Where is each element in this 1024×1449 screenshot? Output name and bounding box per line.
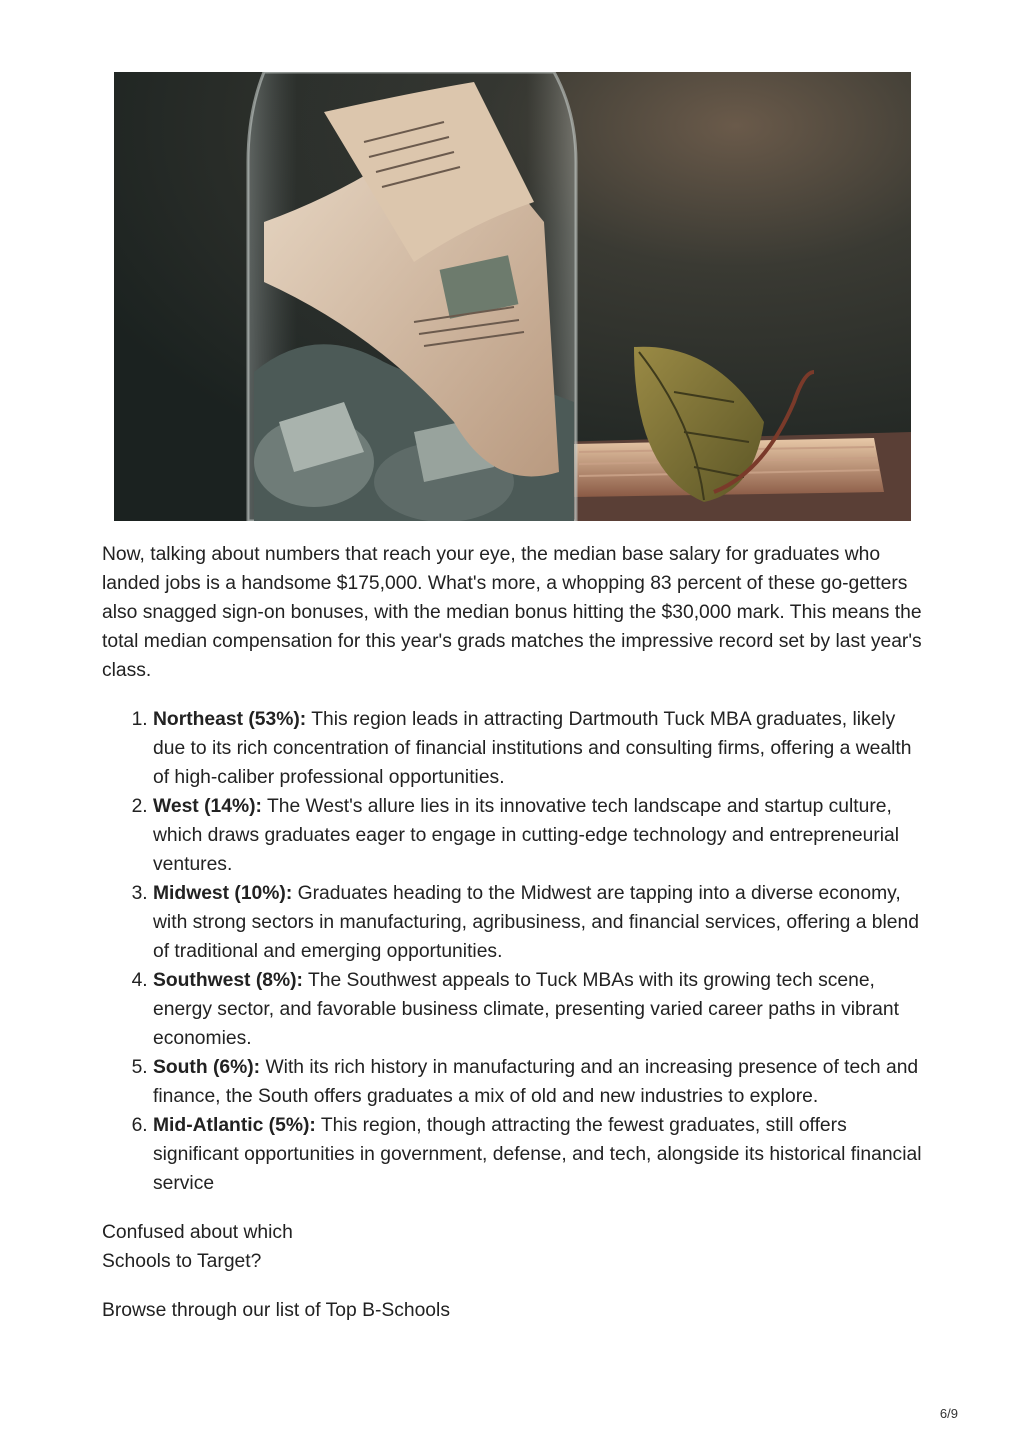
region-title: Southwest (8%):: [153, 970, 303, 991]
article-body: [102, 540, 924, 1325]
region-title: Northeast (53%):: [153, 709, 307, 730]
region-text: This region leads in attracting Dartmouth Tuck MBA graduates, likely due to its rich concentration of financial institutions and consulting firms, offering a wealth of high-caliber professional opportunities.: [153, 709, 912, 788]
list-item: [153, 792, 924, 879]
hero-image: [114, 72, 911, 521]
region-title: Mid-Atlantic (5%):: [153, 1115, 316, 1136]
region-text: The Southwest appeals to Tuck MBAs with its growing tech scene, energy sector, and favorable business climate, presenting varied career paths in vibrant economies.: [153, 970, 899, 1049]
region-text: The West's allure lies in its innovative tech landscape and startup culture, which draws graduates eager to engage in cutting-edge technology and entrepreneurial ventures.: [153, 796, 900, 875]
region-text: This region, though attracting the fewest graduates, still offers significant opportunities in government, defense, and tech, alongside its historical financial service: [153, 1115, 922, 1194]
region-text: With its rich history in manufacturing and an increasing presence of tech and finance, the South offers graduates a mix of old and new industries to explore.: [153, 1057, 919, 1107]
page-number: 6/9: [939, 1406, 958, 1421]
region-text: Graduates heading to the Midwest are tapping into a diverse economy, with strong sectors in manufacturing, agribusiness, and financial services, offering a blend of traditional and emerging opportunities.: [153, 883, 919, 962]
list-item: [153, 1111, 924, 1198]
region-title: Midwest (10%):: [153, 883, 293, 904]
browse-link-text[interactable]: Browse through our list of Top B-Schools: [102, 1300, 450, 1321]
cta-line-1: Confused about which: [102, 1222, 293, 1243]
cta-heading: [102, 1218, 924, 1276]
region-title: South (6%):: [153, 1057, 261, 1078]
list-item: [153, 1053, 924, 1111]
list-item: [153, 705, 924, 792]
list-item: [153, 879, 924, 966]
intro-paragraph: Now, talking about numbers that reach your eye, the median base salary for graduates who landed jobs is a handsome $175,000. What's more, a whopping 83 percent of these go-getters also snagged sign-on bonuses, with the median bonus hitting the $30,000 mark. This means the total median compensation for this year's grads matches the impressive record set by last year's class.: [102, 544, 922, 681]
regions-list: [102, 705, 924, 1198]
jar-with-newspaper-and-money-image: [114, 72, 911, 521]
list-item: [153, 966, 924, 1053]
cta-line-2: Schools to Target?: [102, 1251, 262, 1272]
region-title: West (14%):: [153, 796, 262, 817]
